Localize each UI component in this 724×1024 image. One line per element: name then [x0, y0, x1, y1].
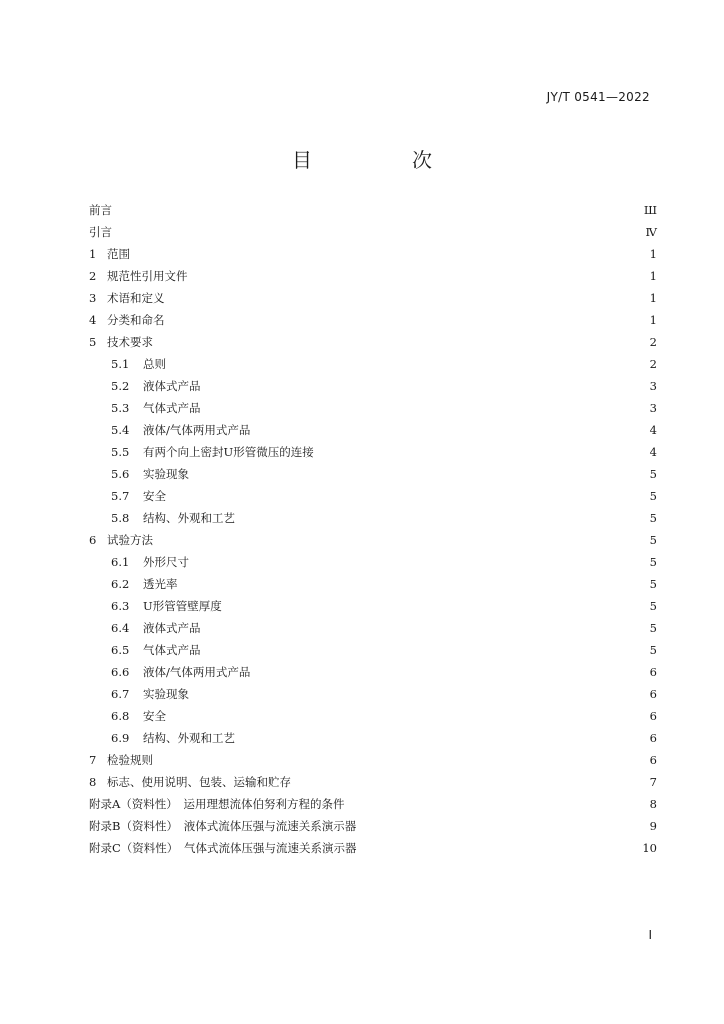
toc-entry-page: 6: [649, 709, 657, 723]
toc-entry-label: 液体/气体两用式产品: [143, 423, 251, 437]
toc-entry-number: 5.5: [111, 445, 130, 459]
toc-entry-page: 6: [649, 753, 657, 767]
toc-entry-label: 附录B（资料性） 液体式流体压强与流速关系演示器: [89, 819, 357, 833]
toc-entry-number: 6.3: [111, 599, 130, 613]
toc-entry-number: 6.9: [111, 731, 130, 745]
toc-entry[interactable]: [89, 683, 657, 705]
toc-entry-page: 1: [649, 313, 657, 327]
toc-entry-label: 液体式产品: [143, 621, 201, 635]
toc-entry[interactable]: [89, 265, 657, 287]
toc-entry-page: 9: [649, 819, 657, 833]
toc-entry-page: 8: [649, 797, 657, 811]
toc-entry[interactable]: [89, 639, 657, 661]
toc-entry-number: 7: [89, 753, 97, 767]
toc-entry-page: 1: [649, 291, 657, 305]
toc-entry[interactable]: [89, 771, 657, 793]
toc-entry-label: 气体式产品: [143, 401, 201, 415]
toc-entry-label: 安全: [143, 709, 166, 723]
toc-entry-label: 液体式产品: [143, 379, 201, 393]
toc-entry-number: 6.1: [111, 555, 130, 569]
toc-entry-page: 5: [649, 555, 657, 569]
toc-entry-number: 5.1: [111, 357, 130, 371]
toc-entry-page: Ш: [643, 203, 657, 217]
toc-entry-page: 1: [649, 269, 657, 283]
toc-entry-label: 实验现象: [143, 467, 189, 481]
toc-entry-label: 结构、外观和工艺: [143, 731, 235, 745]
toc-entry-label: 试验方法: [107, 533, 153, 547]
toc-entry-label: 有两个向上密封U形管微压的连接: [143, 445, 314, 459]
toc-entry-page: 1: [649, 247, 657, 261]
toc-entry-label: 透光率: [143, 577, 178, 591]
toc-entry-number: 6: [89, 533, 97, 547]
toc-entry[interactable]: [89, 419, 657, 441]
toc-entry-label: 前言: [89, 203, 112, 217]
toc-entry-number: 3: [89, 291, 97, 305]
page-number: I: [648, 928, 652, 942]
toc-entry-page: 5: [649, 577, 657, 591]
toc-entry-number: 6.2: [111, 577, 130, 591]
toc-entry-page: 5: [649, 489, 657, 503]
toc-entry-label: 技术要求: [107, 335, 153, 349]
toc-entry[interactable]: [89, 353, 657, 375]
toc-entry-label: 范围: [107, 247, 130, 261]
toc-entry-label: 引言: [89, 225, 112, 239]
standard-code: JY/T 0541—2022: [546, 90, 650, 104]
toc-entry[interactable]: [89, 221, 657, 243]
toc-entry[interactable]: [89, 507, 657, 529]
toc-entry-page: Ⅳ: [645, 225, 657, 239]
toc-entry[interactable]: [89, 617, 657, 639]
toc-entry[interactable]: [89, 243, 657, 265]
toc-entry-number: 1: [89, 247, 97, 261]
toc-entry[interactable]: [89, 529, 657, 551]
toc-entry-label: 总则: [143, 357, 166, 371]
toc-entry-page: 3: [649, 379, 657, 393]
toc-entry-page: 2: [649, 357, 657, 371]
toc-entry-page: 2: [649, 335, 657, 349]
toc-entry[interactable]: [89, 793, 657, 815]
toc-entry-page: 4: [649, 445, 657, 459]
toc-entry[interactable]: [89, 287, 657, 309]
toc-entry[interactable]: [89, 727, 657, 749]
toc-entry-page: 5: [649, 511, 657, 525]
toc-entry[interactable]: [89, 485, 657, 507]
toc-entry-number: 5.7: [111, 489, 130, 503]
toc-entry-number: 6.6: [111, 665, 130, 679]
toc-entry-number: 5.6: [111, 467, 130, 481]
toc-entry-label: 安全: [143, 489, 166, 503]
toc-entry-page: 10: [642, 841, 657, 855]
toc-entry-label: U形管管壁厚度: [143, 599, 222, 613]
toc-entry[interactable]: [89, 661, 657, 683]
toc-entry-page: 7: [649, 775, 657, 789]
toc-entry-label: 液体/气体两用式产品: [143, 665, 251, 679]
toc-entry-label: 分类和命名: [107, 313, 165, 327]
toc-entry-label: 附录C（资料性） 气体式流体压强与流速关系演示器: [89, 841, 357, 855]
toc-entry-number: 6.7: [111, 687, 130, 701]
toc-entry[interactable]: [89, 199, 657, 221]
toc-entry[interactable]: [89, 375, 657, 397]
toc-entry-label: 结构、外观和工艺: [143, 511, 235, 525]
toc-entry-page: 5: [649, 467, 657, 481]
toc-entry[interactable]: [89, 463, 657, 485]
toc-entry-page: 6: [649, 687, 657, 701]
toc-entry[interactable]: [89, 837, 657, 859]
toc-entry-label: 气体式产品: [143, 643, 201, 657]
toc-entry[interactable]: [89, 595, 657, 617]
toc-entry-page: 5: [649, 643, 657, 657]
toc-entry-number: 6.8: [111, 709, 130, 723]
toc-entry-label: 实验现象: [143, 687, 189, 701]
toc-entry-page: 5: [649, 533, 657, 547]
toc-entry-number: 6.5: [111, 643, 130, 657]
toc-entry-page: 5: [649, 599, 657, 613]
toc-entry[interactable]: [89, 331, 657, 353]
toc-entry[interactable]: [89, 441, 657, 463]
toc-entry-number: 5: [89, 335, 97, 349]
toc-entry[interactable]: [89, 815, 657, 837]
toc-entry-page: 5: [649, 621, 657, 635]
toc-entry-number: 4: [89, 313, 97, 327]
page-title: 目 次: [292, 148, 472, 172]
toc-entry-label: 术语和定义: [107, 291, 165, 305]
toc-entry-label: 标志、使用说明、包装、运输和贮存: [107, 775, 291, 789]
toc-entry-label: 规范性引用文件: [107, 269, 188, 283]
toc-entry-page: 6: [649, 665, 657, 679]
toc-entry-number: 6.4: [111, 621, 130, 635]
toc-entry[interactable]: [89, 749, 657, 771]
toc-entry-number: 5.2: [111, 379, 130, 393]
toc-entry-number: 8: [89, 775, 97, 789]
toc-entry-page: 4: [649, 423, 657, 437]
toc-entry-number: 5.3: [111, 401, 130, 415]
toc-entry-page: 3: [649, 401, 657, 415]
toc-entry-number: 5.4: [111, 423, 130, 437]
toc-entry[interactable]: [89, 309, 657, 331]
toc-entry-label: 外形尺寸: [143, 555, 189, 569]
toc-entry-number: 2: [89, 269, 97, 283]
toc-entry-number: 5.8: [111, 511, 130, 525]
toc-entry-page: 6: [649, 731, 657, 745]
toc-entry[interactable]: [89, 705, 657, 727]
toc-entry-label: 附录A（资料性） 运用理想流体伯努利方程的条件: [89, 797, 345, 811]
toc-entry[interactable]: [89, 573, 657, 595]
toc-entry[interactable]: [89, 397, 657, 419]
toc-entry-label: 检验规则: [107, 753, 153, 767]
table-of-contents: [89, 199, 657, 859]
toc-entry[interactable]: [89, 551, 657, 573]
